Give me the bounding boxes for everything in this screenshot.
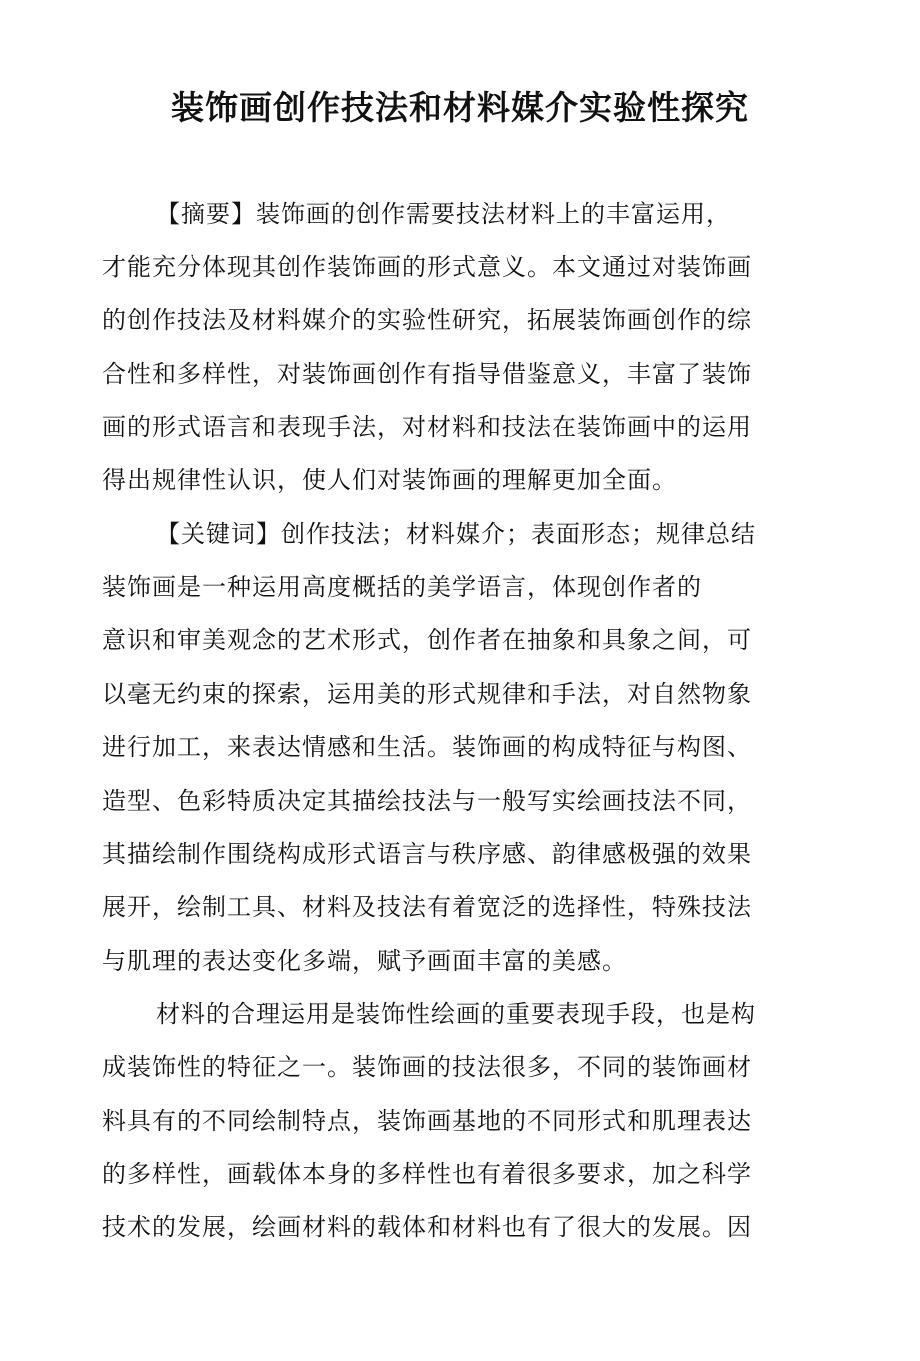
body-line: 与肌理的表达变化多端，赋予画面丰富的美感。 [102, 947, 627, 975]
body-line: 技术的发展，绘画材料的载体和材料也有了很大的发展。因 [102, 1213, 752, 1241]
abstract-line: 的创作技法及材料媒介的实验性研究，拓展装饰画创作的综 [102, 306, 752, 334]
abstract-line: 才能充分体现其创作装饰画的形式意义。本文通过对装饰画 [102, 253, 752, 281]
body-line: 的多样性，画载体本身的多样性也有着很多要求，加之科学 [102, 1160, 752, 1188]
body-line: 装饰画是一种运用高度概括的美学语言，体现创作者的 [102, 573, 702, 601]
body-line: 其描绘制作围绕构成形式语言与秩序感、韵律感极强的效果 [102, 840, 752, 868]
body-line: 意识和审美观念的艺术形式，创作者在抽象和具象之间，可 [102, 626, 752, 654]
abstract-text: 装饰画的创作需要技法材料上的丰富运用， [256, 200, 731, 228]
keywords-label: 【关键词】 [156, 520, 281, 548]
body-line: 展开，绘制工具、材料及技法有着宽泛的选择性，特殊技法 [102, 893, 752, 921]
body-line: 材料的合理运用是装饰性绘画的重要表现手段，也是构 [156, 1000, 756, 1028]
abstract-line: 得出规律性认识，使人们对装饰画的理解更加全面。 [102, 466, 677, 494]
document-title: 装饰画创作技法和材料媒介实验性探究 [171, 88, 749, 127]
keywords-line [156, 514, 756, 554]
keywords-text: 创作技法；材料媒介；表面形态；规律总结 [281, 520, 756, 548]
body-line: 进行加工，来表达情感和生活。装饰画的构成特征与构图、 [102, 733, 752, 761]
body-line: 成装饰性的特征之一。装饰画的技法很多，不同的装饰画材 [102, 1053, 752, 1081]
body-line: 以毫无约束的探索，运用美的形式规律和手法，对自然物象 [102, 680, 752, 708]
body-line: 料具有的不同绘制特点，装饰画基地的不同形式和肌理表达 [102, 1107, 752, 1135]
abstract-line: 画的形式语言和表现手法，对材料和技法在装饰画中的运用 [102, 413, 752, 441]
abstract-line: 合性和多样性，对装饰画创作有指导借鉴意义，丰富了装饰 [102, 360, 752, 388]
body-line: 造型、色彩特质决定其描绘技法与一般写实绘画技法不同， [102, 787, 752, 815]
abstract-label: 【摘要】 [156, 200, 256, 228]
abstract-first-line [156, 194, 731, 234]
